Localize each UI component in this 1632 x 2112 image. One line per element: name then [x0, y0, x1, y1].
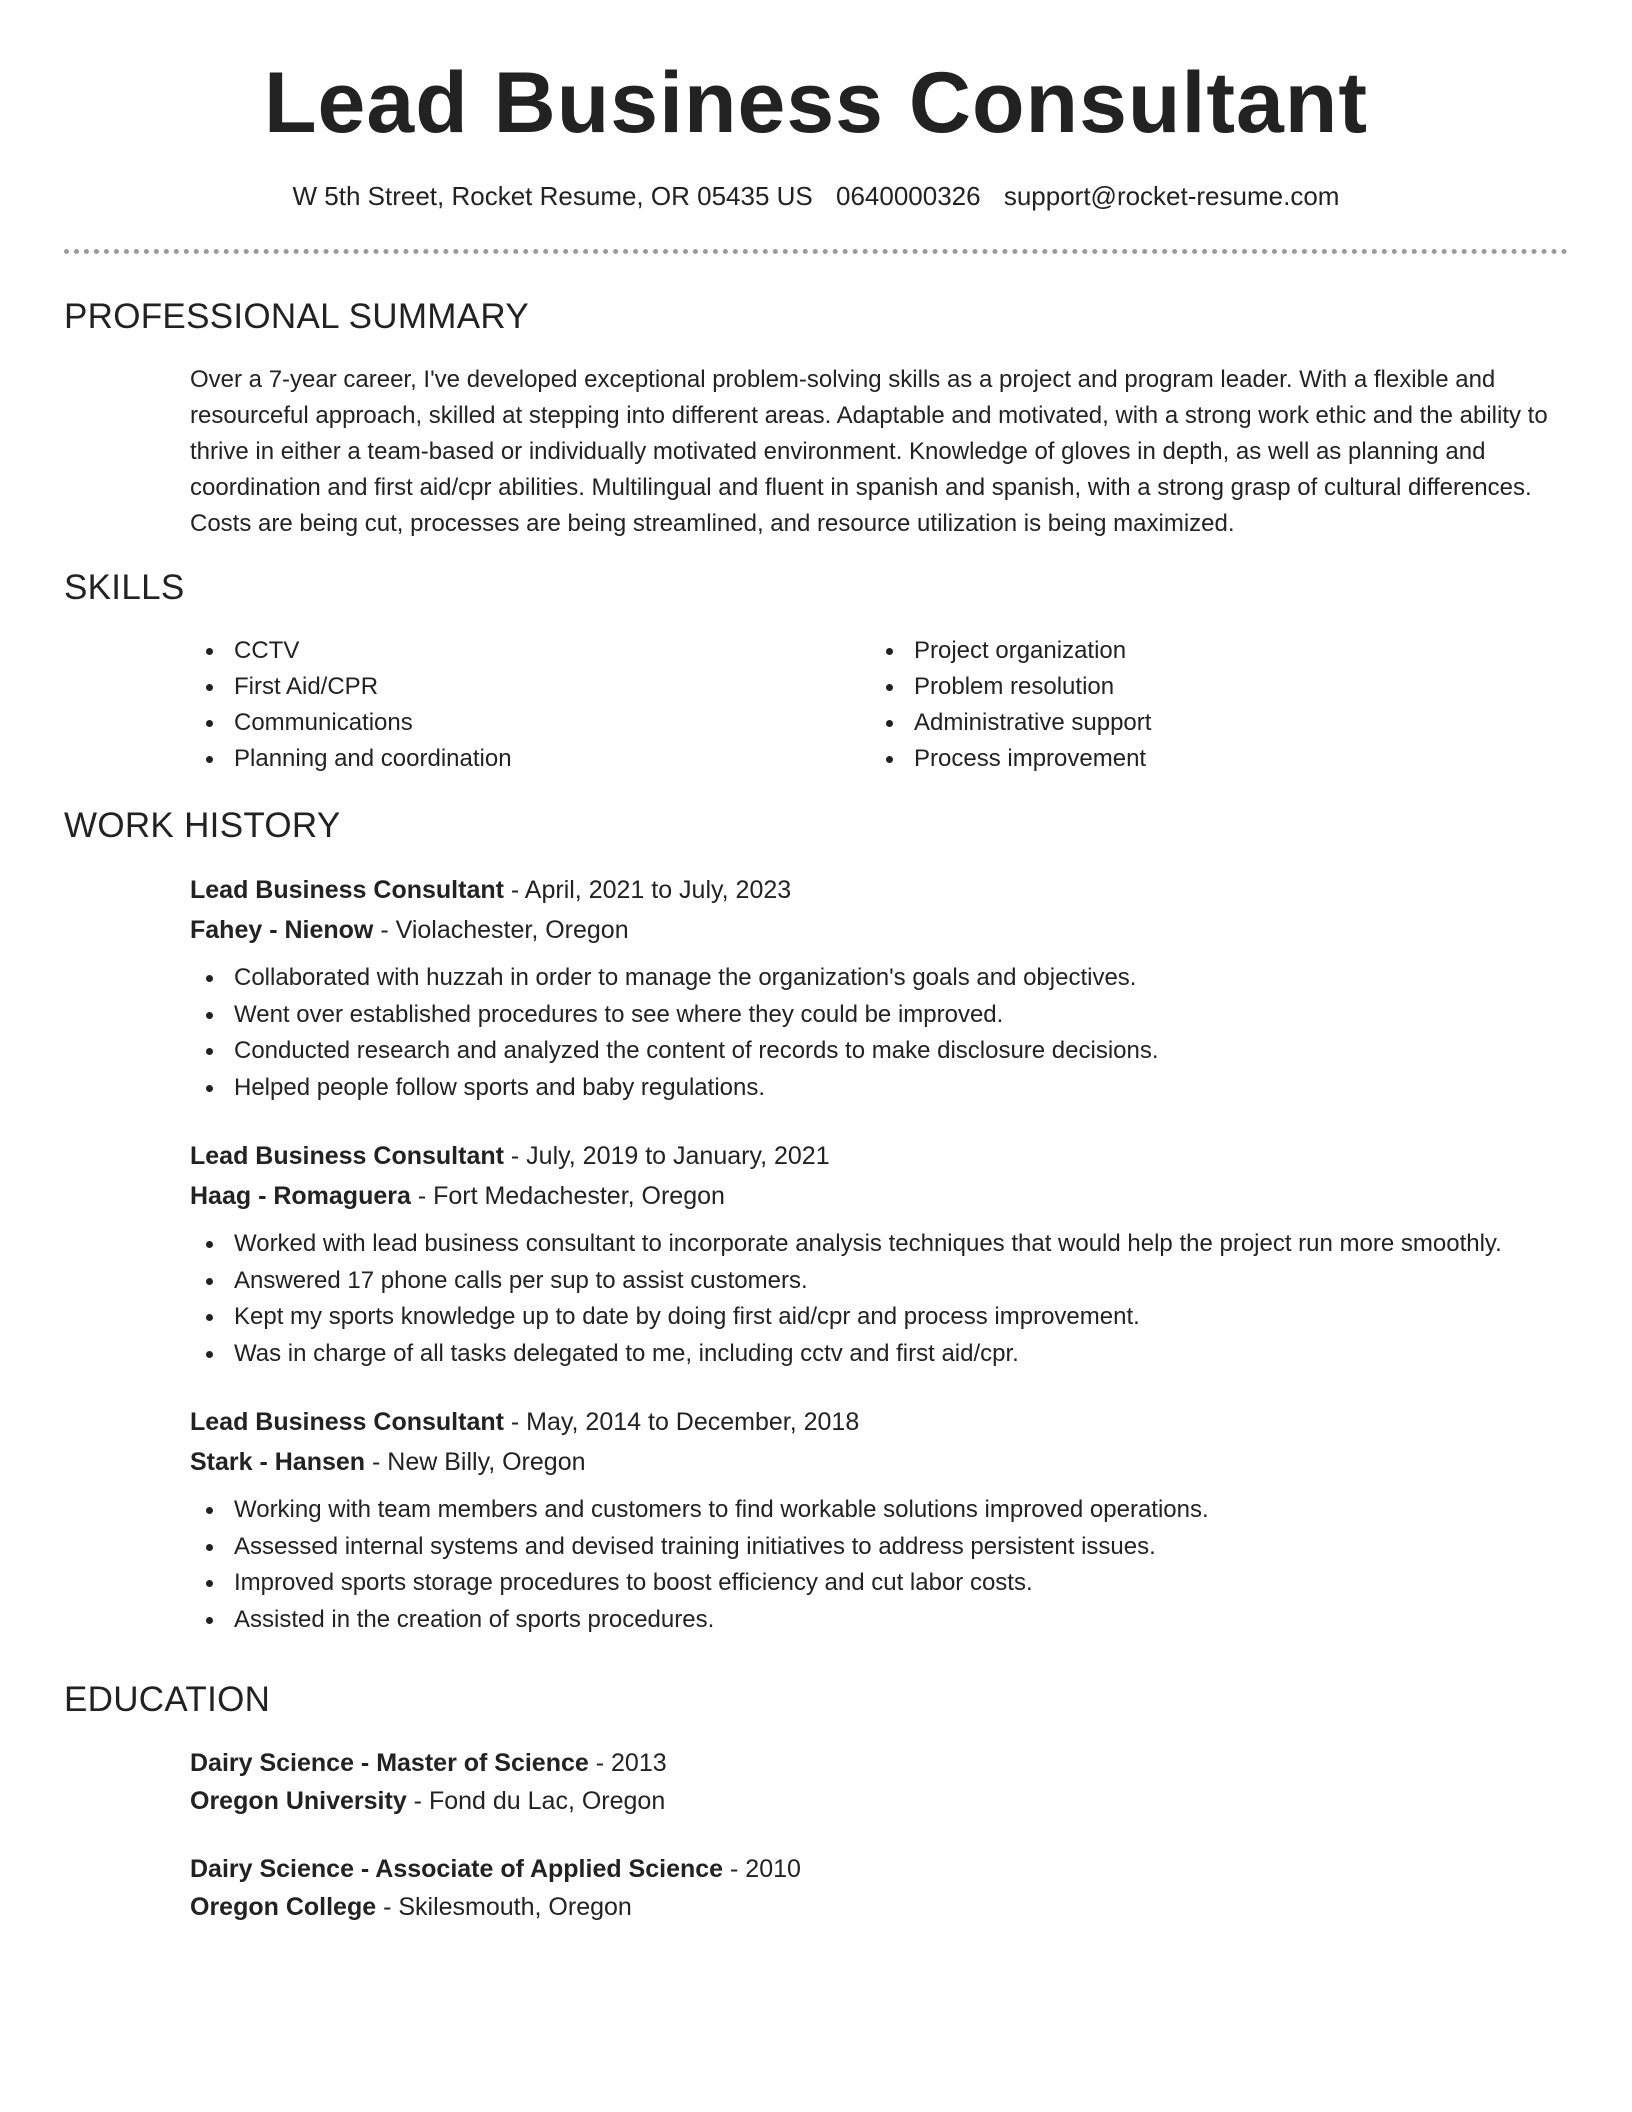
skills-list-right	[870, 633, 1550, 777]
education-section	[190, 1744, 1570, 1956]
job-bullets	[190, 960, 1570, 1106]
job-company: Stark - Hansen	[190, 1448, 366, 1476]
education-school: Oregon College	[190, 1893, 377, 1921]
job-company-line	[190, 1176, 1570, 1216]
skill-item: First Aid/CPR	[190, 669, 870, 705]
education-location: - Skilesmouth, Oregon	[376, 1893, 632, 1921]
contact-address: W 5th Street, Rocket Resume, OR 05435 US	[292, 181, 813, 211]
skill-item: Project organization	[870, 633, 1550, 669]
skills-heading: SKILLS	[64, 568, 185, 607]
job-bullet: Answered 17 phone calls per sup to assist customers.	[190, 1263, 1570, 1300]
contact-phone: 0640000326	[835, 181, 981, 211]
summary-heading: PROFESSIONAL SUMMARY	[64, 297, 529, 336]
job-title: Lead Business Consultant	[190, 1408, 504, 1436]
job-entry	[190, 1402, 1570, 1638]
job-bullets	[190, 1492, 1570, 1638]
job-dates: - July, 2019 to January, 2021	[503, 1142, 830, 1170]
education-degree-line	[190, 1850, 1570, 1888]
job-location: - Fort Medachester, Oregon	[410, 1182, 725, 1210]
contact-line	[0, 180, 1632, 214]
job-bullets	[190, 1226, 1570, 1372]
education-degree: Dairy Science - Associate of Applied Science	[190, 1855, 724, 1883]
skill-item: Planning and coordination	[190, 741, 870, 777]
skill-item: Communications	[190, 705, 870, 741]
job-company-line	[190, 1442, 1570, 1482]
summary-section	[190, 362, 1570, 542]
job-bullet: Went over established procedures to see where they could be improved.	[190, 997, 1570, 1034]
job-location: - Violachester, Oregon	[373, 916, 629, 944]
education-school-line	[190, 1782, 1570, 1820]
education-year: - 2013	[588, 1749, 667, 1777]
education-entry	[190, 1850, 1570, 1926]
resume-name: Lead Business Consultant	[264, 55, 1368, 151]
job-bullet: Assisted in the creation of sports procedures.	[190, 1602, 1570, 1639]
job-location: - New Billy, Oregon	[365, 1448, 586, 1476]
education-degree: Dairy Science - Master of Science	[190, 1749, 589, 1777]
job-company: Fahey - Nienow	[190, 916, 374, 944]
job-title: Lead Business Consultant	[190, 876, 504, 904]
skill-item: Problem resolution	[870, 669, 1550, 705]
education-school: Oregon University	[190, 1787, 407, 1815]
skills-list-left	[190, 633, 870, 777]
job-bullet: Kept my sports knowledge up to date by doing first aid/cpr and process improvement.	[190, 1299, 1570, 1336]
job-company-line	[190, 910, 1570, 950]
education-year: - 2010	[723, 1855, 801, 1883]
education-entry	[190, 1744, 1570, 1820]
work-heading: WORK HISTORY	[64, 806, 341, 845]
job-bullet: Assessed internal systems and devised training initiatives to address persistent issues.	[190, 1529, 1570, 1566]
job-entry	[190, 1136, 1570, 1372]
contact-email[interactable]: support@rocket-resume.com	[1003, 181, 1340, 211]
education-location: - Fond du Lac, Oregon	[406, 1787, 666, 1815]
work-section	[190, 870, 1570, 1668]
skill-item: Administrative support	[870, 705, 1550, 741]
job-title-line	[190, 870, 1570, 910]
job-bullet: Working with team members and customers to find workable solutions improved operations.	[190, 1492, 1570, 1529]
skills-section	[190, 633, 1570, 777]
job-dates: - May, 2014 to December, 2018	[503, 1408, 860, 1436]
job-title: Lead Business Consultant	[190, 1142, 504, 1170]
job-bullet: Conducted research and analyzed the content of records to make disclosure decisions.	[190, 1033, 1570, 1070]
job-bullet: Collaborated with huzzah in order to manage the organization's goals and objectives.	[190, 960, 1570, 997]
summary-text: Over a 7-year career, I've developed exceptional problem-solving skills as a project and program leader. With a flexible and resourceful approach, skilled at stepping into different areas. Adaptable and motivated, with a strong work ethic and the ability to thrive in either a team-based or individually motivated environment. Knowledge of gloves in depth, as well as planning and coordination and first aid/cpr abilities. Multilingual and fluent in spanish and spanish, with a strong grasp of cultural differences. Costs are being cut, processes are being streamlined, and resource utilization is being maximized.	[190, 366, 1548, 537]
job-title-line	[190, 1402, 1570, 1442]
job-bullet: Helped people follow sports and baby regulations.	[190, 1070, 1570, 1107]
job-bullet: Worked with lead business consultant to incorporate analysis techniques that would help the project run more smoothly.	[190, 1226, 1570, 1263]
job-title-line	[190, 1136, 1570, 1176]
job-company: Haag - Romaguera	[190, 1182, 411, 1210]
job-entry	[190, 870, 1570, 1106]
job-bullet: Improved sports storage procedures to boost efficiency and cut labor costs.	[190, 1565, 1570, 1602]
header-divider	[64, 249, 1568, 254]
education-school-line	[190, 1888, 1570, 1926]
skill-item: CCTV	[190, 633, 870, 669]
skill-item: Process improvement	[870, 741, 1550, 777]
education-degree-line	[190, 1744, 1570, 1782]
education-heading: EDUCATION	[64, 1680, 271, 1719]
job-dates: - April, 2021 to July, 2023	[503, 876, 792, 904]
job-bullet: Was in charge of all tasks delegated to me, including cctv and first aid/cpr.	[190, 1336, 1570, 1373]
